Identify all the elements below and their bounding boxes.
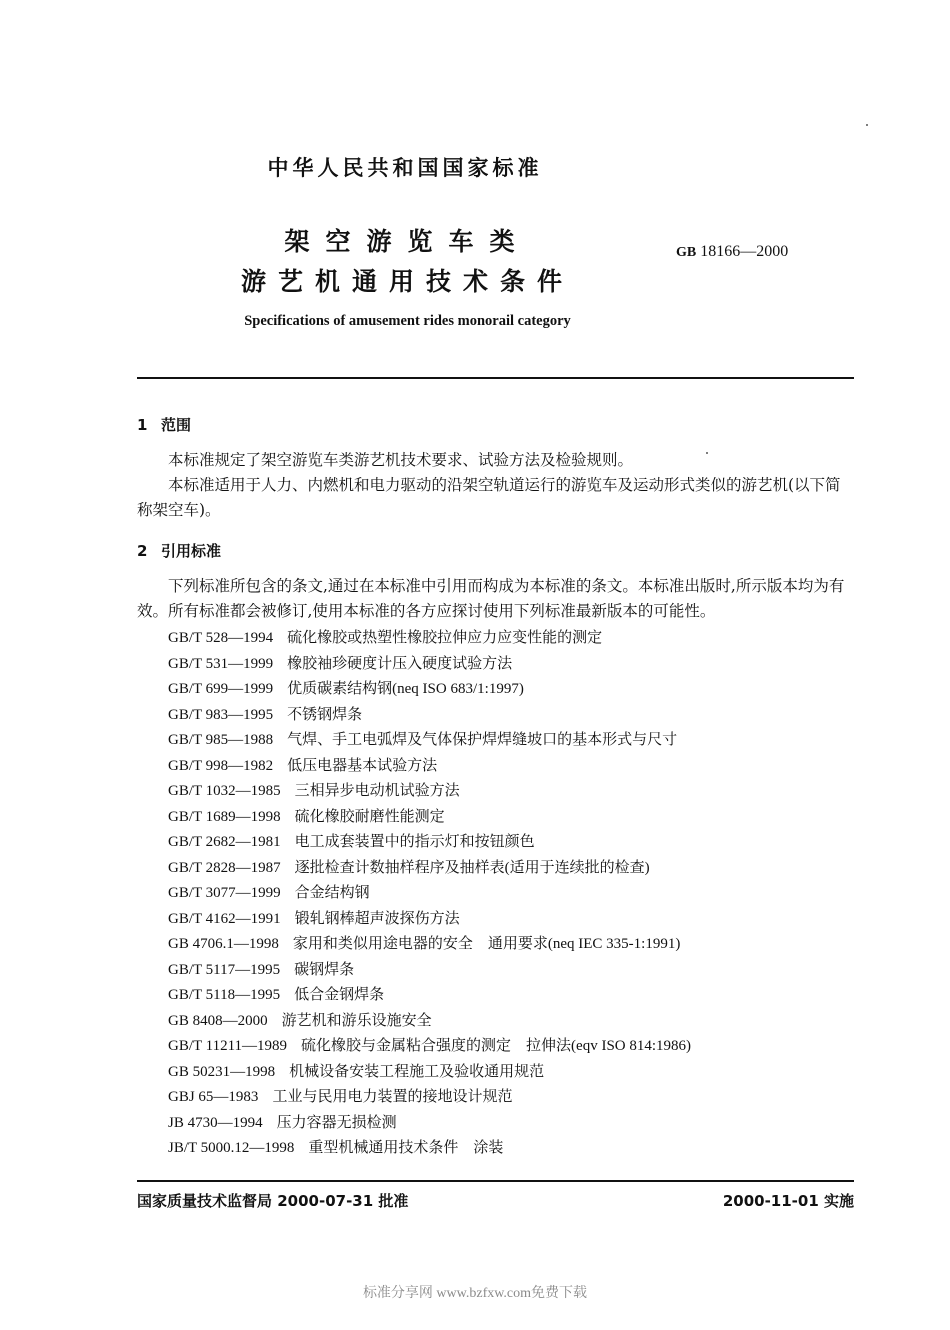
reference-item <box>168 1136 691 1162</box>
reference-title: 橡胶袖珍硬度计压入硬度试验方法 <box>287 655 513 672</box>
paragraph: 本标准适用于人力、内燃机和电力驱动的沿架空轨道运行的游览车及运动形式类似的游艺机(以下简称架空车)。 <box>137 476 841 519</box>
reference-code: GB/T 985—1988 <box>168 732 274 748</box>
document-title-line1: 架空游览车类 <box>284 227 531 256</box>
section-1-heading <box>137 414 191 435</box>
reference-item <box>168 1085 691 1111</box>
reference-title: 合金结构钢 <box>294 885 370 901</box>
section-2-heading <box>137 540 221 561</box>
reference-item <box>168 856 691 882</box>
reference-item <box>168 907 691 933</box>
reference-title: 低压电器基本试验方法 <box>287 757 438 774</box>
approval-line: 国家质量技术监督局 2000-07-31 批准 <box>137 1192 409 1210</box>
reference-item <box>168 1111 691 1137</box>
reference-code: GB/T 1032—1985 <box>168 783 281 799</box>
paragraph: 本标准规定了架空游览车类游艺机技术要求、试验方法及检验规则。 <box>168 451 634 469</box>
reference-title: 压力容器无损检测 <box>276 1114 397 1131</box>
section-1-body <box>137 448 854 523</box>
reference-code: GB/T 998—1982 <box>168 757 274 774</box>
reference-code: GB/T 2682—1981 <box>168 834 281 850</box>
scan-speck <box>866 124 868 126</box>
reference-item <box>168 958 691 984</box>
section-title: 范围 <box>161 416 192 434</box>
reference-list <box>168 626 691 1162</box>
reference-code: GB/T 11211—1989 <box>168 1038 288 1054</box>
reference-title: 三相异步电动机试验方法 <box>294 783 460 799</box>
section-2-intro <box>137 574 854 624</box>
reference-title: 工业与民用电力装置的接地设计规范 <box>272 1089 513 1105</box>
reference-item <box>168 881 691 907</box>
reference-title: 不锈钢焊条 <box>287 706 363 723</box>
standard-number <box>676 243 788 261</box>
reference-code: GB/T 699—1999 <box>168 681 274 697</box>
reference-item <box>168 626 691 652</box>
reference-title: 气焊、手工电弧焊及气体保护焊焊缝坡口的基本形式与尺寸 <box>287 732 678 748</box>
reference-item <box>168 1009 691 1035</box>
header-divider <box>137 377 854 379</box>
paragraph: 下列标准所包含的条文,通过在本标准中引用而构成为本标准的条文。本标准出版时,所示版本均为有效。所有标准都会被修订,使用本标准的各方应探讨使用下列标准最新版本的可能性。 <box>137 577 845 620</box>
reference-title: 逐批检查计数抽样程序及抽样表(适用于连续批的检查) <box>294 859 650 876</box>
effective-date-line: 2000-11-01 实施 <box>722 1192 854 1210</box>
reference-code: GB/T 528—1994 <box>168 630 274 646</box>
reference-item <box>168 830 691 856</box>
reference-code: GB/T 531—1999 <box>168 655 274 672</box>
reference-item <box>168 754 691 780</box>
reference-title: 游艺机和游乐设施安全 <box>281 1012 432 1029</box>
reference-code: GBJ 65—1983 <box>168 1089 259 1105</box>
reference-title: 低合金钢焊条 <box>294 987 385 1003</box>
reference-title: 硫化橡胶或热塑性橡胶拉伸应力应变性能的测定 <box>287 630 603 646</box>
reference-title: 锻轧钢棒超声波探伤方法 <box>294 910 460 927</box>
english-title: Specifications of amusement rides monorail category <box>244 313 571 329</box>
reference-title: 家用和类似用途电器的安全 通用要求(neq IEC 335-1:1991) <box>292 936 681 952</box>
reference-title: 优质碳素结构钢(neq ISO 683/1:1997) <box>287 681 524 697</box>
reference-title: 重型机械通用技术条件 涂装 <box>308 1140 504 1156</box>
reference-code: GB/T 2828—1987 <box>168 859 281 876</box>
standard-prefix: GB <box>676 245 697 260</box>
reference-title: 硫化橡胶耐磨性能测定 <box>294 808 445 825</box>
standard-number-value: 18166—2000 <box>700 243 789 260</box>
reference-title: 电工成套装置中的指示灯和按钮颜色 <box>294 834 535 850</box>
reference-item <box>168 932 691 958</box>
footer-divider <box>137 1180 854 1182</box>
reference-code: GB 4706.1—1998 <box>168 936 279 952</box>
reference-item <box>168 652 691 678</box>
reference-item <box>168 1034 691 1060</box>
reference-item <box>168 1060 691 1086</box>
reference-code: JB 4730—1994 <box>168 1114 263 1131</box>
section-number: 1 <box>137 416 148 434</box>
reference-code: GB/T 5117—1995 <box>168 961 281 978</box>
reference-item <box>168 703 691 729</box>
reference-item <box>168 805 691 831</box>
watermark: 标准分享网 www.bzfxw.com免费下载 <box>362 1286 588 1301</box>
reference-code: GB/T 3077—1999 <box>168 885 281 901</box>
section-title: 引用标准 <box>161 542 222 560</box>
section-number: 2 <box>137 542 148 560</box>
reference-code: GB/T 5118—1995 <box>168 987 281 1003</box>
reference-item <box>168 983 691 1009</box>
reference-code: GB/T 1689—1998 <box>168 808 281 825</box>
reference-code: GB 8408—2000 <box>168 1012 268 1029</box>
reference-title: 机械设备安装工程施工及验收通用规范 <box>289 1063 545 1080</box>
reference-item <box>168 779 691 805</box>
reference-item <box>168 728 691 754</box>
reference-title: 硫化橡胶与金属粘合强度的测定 拉伸法(eqv ISO 814:1986) <box>301 1038 692 1054</box>
reference-code: JB/T 5000.12—1998 <box>168 1140 295 1156</box>
reference-item <box>168 677 691 703</box>
reference-code: GB/T 4162—1991 <box>168 910 281 927</box>
national-standard-label: 中华人民共和国国家标准 <box>267 156 543 180</box>
reference-code: GB/T 983—1995 <box>168 706 274 723</box>
document-title-line2: 游艺机通用技术条件 <box>240 267 574 296</box>
reference-code: GB 50231—1998 <box>168 1063 276 1080</box>
reference-title: 碳钢焊条 <box>294 961 355 978</box>
scan-speck <box>706 452 708 454</box>
